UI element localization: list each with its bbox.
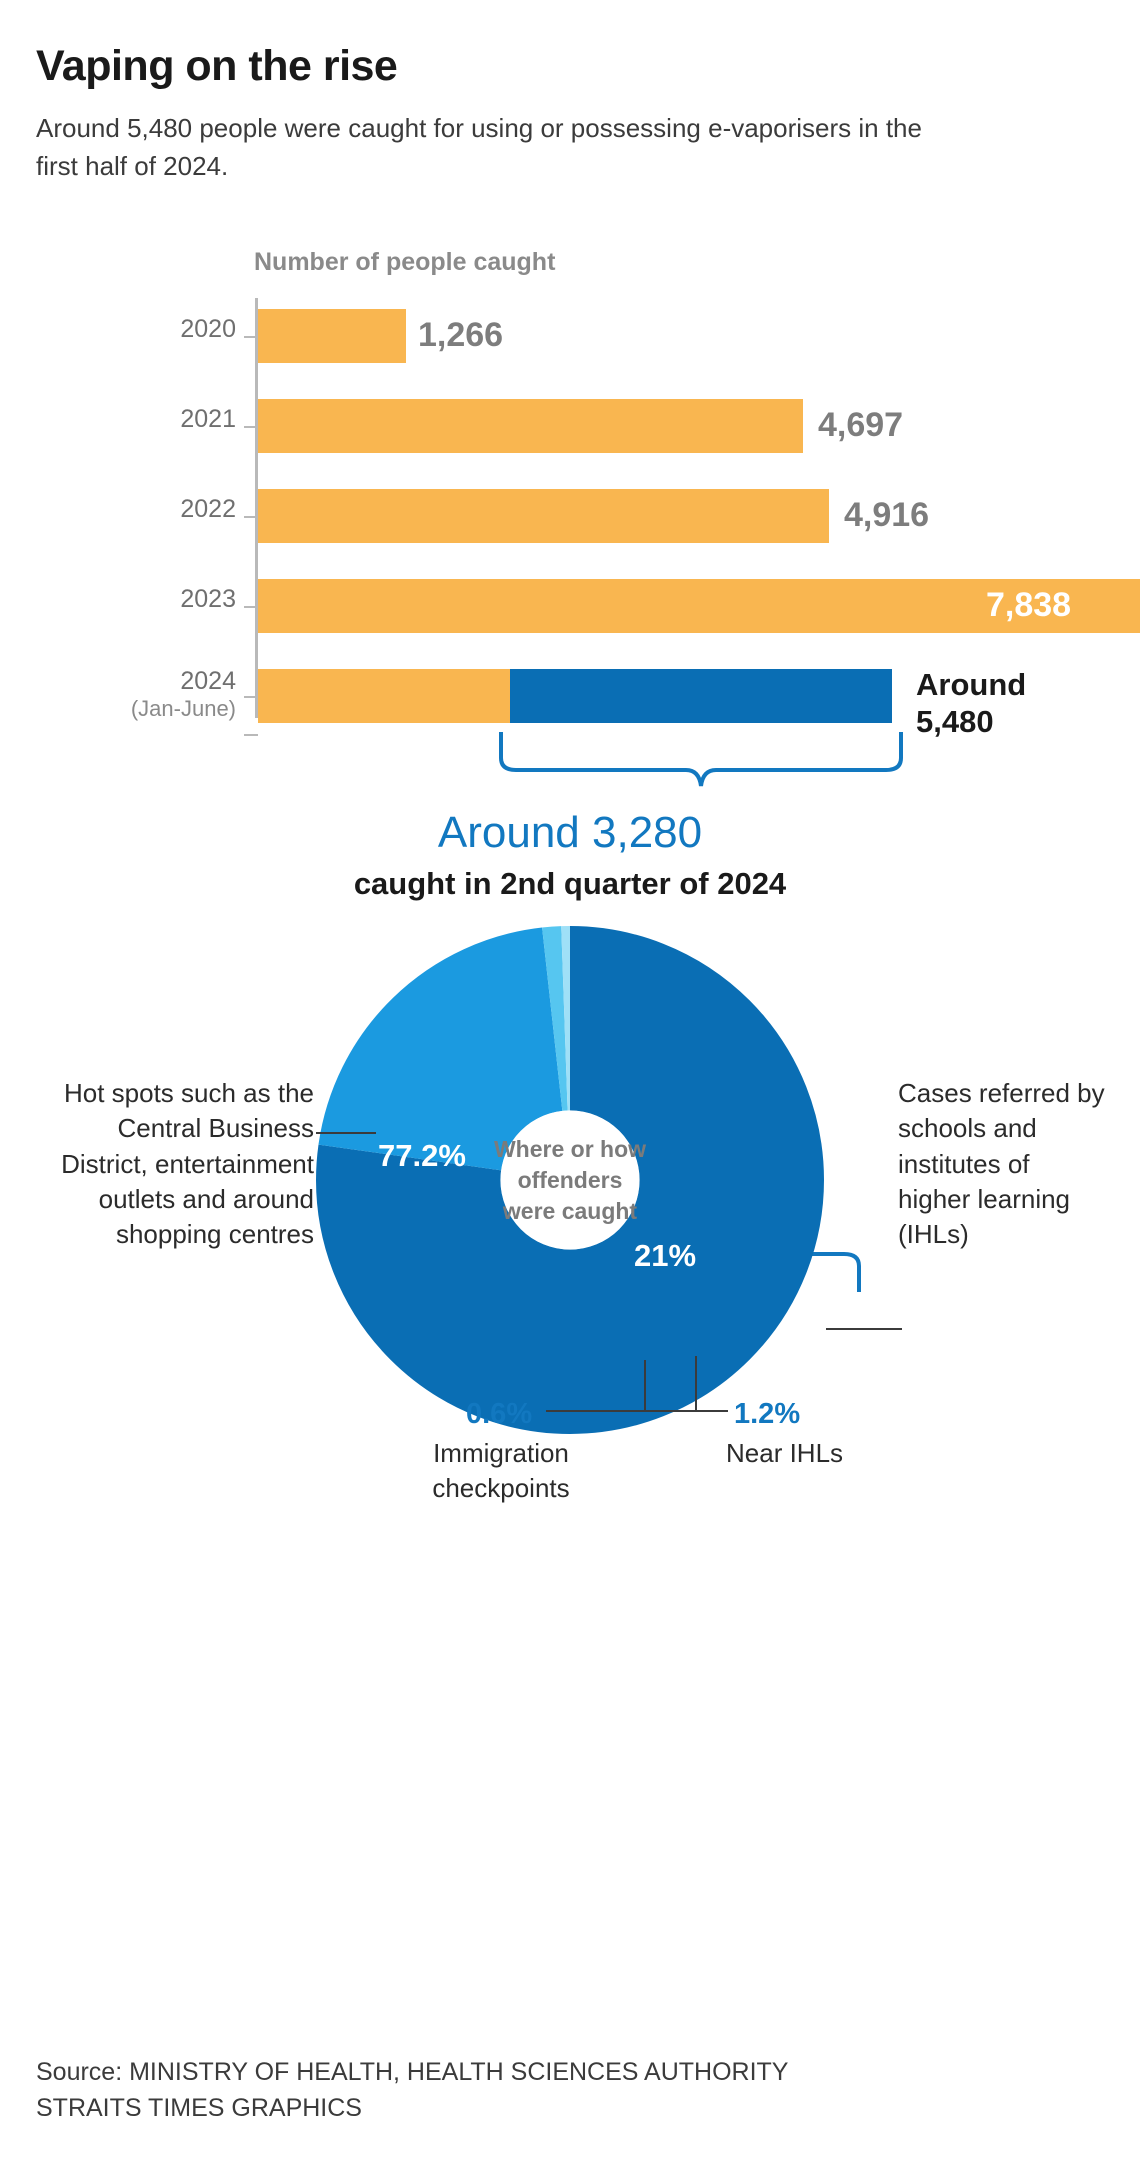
axis-tick xyxy=(244,734,258,736)
donut-center-label xyxy=(480,1134,660,1226)
bar-row xyxy=(36,570,1104,642)
bar-chart xyxy=(36,247,1104,901)
axis-tick xyxy=(244,516,258,518)
slice-label-hot-spots: 77.2% xyxy=(378,1137,466,1173)
bar-value-2020: 1,266 xyxy=(418,315,504,354)
source-note xyxy=(36,2054,788,2126)
bar-value-2022: 4,916 xyxy=(844,495,930,534)
source-line-2: STRAITS TIMES GRAPHICS xyxy=(36,2094,362,2122)
bar-2020 xyxy=(258,309,406,363)
bar-category-year: 2024 (Jan-June) xyxy=(36,667,236,723)
axis-tick xyxy=(244,426,258,428)
callout-value: Around 3,280 xyxy=(437,807,703,857)
bar-category-label xyxy=(36,666,236,723)
bar-value-2024: Around 5,480 xyxy=(916,666,1027,740)
bar-2024-q1 xyxy=(258,669,510,723)
annotation-hot-spots: Hot spots such as the Central Business District, entertainment outlets and around shopping centres xyxy=(61,1077,314,1250)
bar-category-label: 2021 xyxy=(180,404,236,433)
bar-2022 xyxy=(258,489,829,543)
bar-category-label: 2020 xyxy=(180,314,236,343)
axis-tick xyxy=(244,336,258,338)
bar-chart-heading: Number of people caught xyxy=(254,247,556,276)
annotation-immigration-checkpoints: Immigration checkpoints xyxy=(432,1437,570,1504)
source-line-1: Source: MINISTRY OF HEALTH, HEALTH SCIENCES AUTHORITY xyxy=(36,2058,789,2086)
bar-row xyxy=(36,480,1104,552)
bar-row xyxy=(36,300,1104,372)
annotation-referred-schools: Cases referred by schools and institutes of higher learning (IHLs) xyxy=(898,1077,1105,1250)
bar-category-period: (Jan-June) xyxy=(130,696,236,722)
slice-label-referred: 21% xyxy=(634,1237,697,1273)
bar-row xyxy=(36,390,1104,462)
pct-near-ihls: 1.2% xyxy=(734,1397,801,1430)
bar-category-label: 2022 xyxy=(180,494,236,523)
bar-row xyxy=(36,660,1104,740)
leader-line-hot-spots xyxy=(316,1132,376,1134)
annotation-near-ihls: Near IHLs xyxy=(726,1437,844,1468)
callout-caption: caught in 2nd quarter of 2024 xyxy=(353,865,787,901)
pct-immigration-checkpoints: 0.6% xyxy=(466,1397,533,1430)
donut-center-line-2: offenders xyxy=(517,1166,623,1193)
donut-center-line-3: were caught xyxy=(502,1197,638,1224)
page-title: Vaping on the rise xyxy=(36,42,398,90)
bar-2021 xyxy=(258,399,803,453)
infographic-page xyxy=(0,42,1140,2174)
bar-value-2023: 7,838 xyxy=(986,585,1072,624)
bar-value-2021: 4,697 xyxy=(818,405,904,444)
leader-line-near-ihls xyxy=(644,1410,728,1412)
bar-category-label: 2023 xyxy=(180,584,236,613)
leader-line-referred-schools xyxy=(826,1328,902,1330)
page-subtitle: Around 5,480 people were caught for using or possessing e-vaporisers in the first half of 2024. xyxy=(36,113,922,182)
axis-tick xyxy=(244,696,258,698)
leader-line-near-ihls-vertical xyxy=(644,1360,646,1412)
brace-to-callout xyxy=(496,730,906,796)
donut-center-line-1: Where or how xyxy=(493,1135,647,1162)
leader-line-immigration-vertical xyxy=(695,1356,697,1412)
bar-2024-q2 xyxy=(510,669,892,723)
donut-chart xyxy=(36,908,1104,1528)
axis-tick xyxy=(244,606,258,608)
donut-graphic xyxy=(316,926,824,1434)
